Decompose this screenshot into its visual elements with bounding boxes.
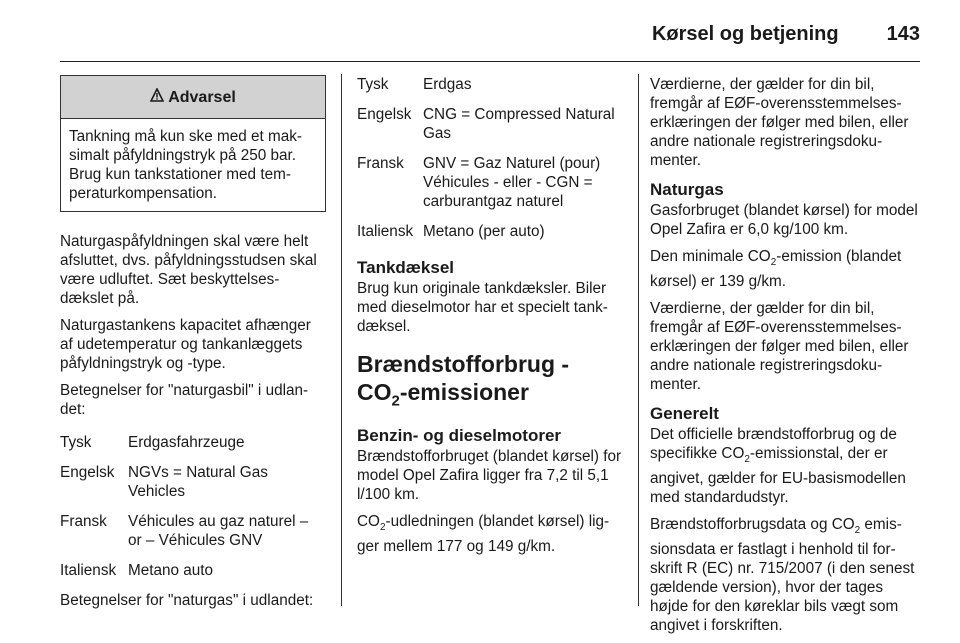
heading-fuel-cap: Tankdæksel (357, 258, 455, 277)
text: Det officielle brændstofforbrug og de specifikke CO (650, 426, 897, 463)
paragraph (650, 425, 922, 507)
heading-subscript: 2 (391, 392, 400, 410)
text: -emission (blandet kørsel) er 139 g/km. (650, 248, 902, 291)
subscript: 2 (770, 257, 777, 269)
warning-box (60, 75, 326, 212)
table-row (357, 222, 625, 252)
heading-co: CO (357, 379, 392, 405)
column-1 (60, 75, 326, 618)
text: Den minimale CO (650, 248, 771, 265)
paragraph: Værdierne, der gælder for din bil, fremgår af EØF-overensstemmelseserklæringen der følger med bilen, eller andre nationale registreringsdokumenter. (650, 300, 909, 394)
term-cell: Metano auto (128, 562, 214, 579)
paragraph: Brændstofforbruget (blandet kørsel) for model Opel Zafira ligger fra 7,2 til 5,1 l/100 km. (357, 447, 622, 503)
subscript: 2 (379, 521, 386, 533)
table-row (60, 427, 326, 463)
text: emissionsdata er fastlagt i henhold til forskrift R (EC) nr. 715/2007 (i den senest gældende version), hvor der tages højde for den køreklar bils vægt som angivet i forskriften. (650, 516, 915, 635)
table-row (60, 463, 326, 512)
heading-petrol-diesel: Benzin- og dieselmotorer (357, 425, 562, 445)
language-cell: Fransk (357, 155, 404, 172)
warning-title: Advarsel (168, 88, 236, 106)
subscript: 2 (744, 454, 750, 466)
language-cell: Engelsk (357, 106, 412, 123)
language-cell: Italiensk (357, 223, 414, 240)
language-cell: Fransk (60, 513, 107, 530)
page-number: 143 (886, 22, 920, 45)
subscript: 2 (854, 525, 861, 537)
column-divider-1 (341, 74, 342, 606)
table-row (60, 512, 326, 561)
term-cell: NGVs = Natural Gas Vehicles (128, 464, 268, 500)
term-cell: Metano (per auto) (423, 223, 545, 240)
paragraph (357, 512, 625, 556)
page-header (60, 18, 920, 50)
language-cell: Engelsk (60, 464, 115, 481)
heading-fuel-consumption (357, 350, 625, 416)
language-cell: Tysk (60, 434, 92, 451)
warning-header (61, 76, 325, 119)
paragraph: Værdierne, der gælder for din bil, fremgår af EØF-overensstemmelseserklæringen der følger med bilen, eller andre nationale registreringsdokumenter. (650, 76, 909, 169)
paragraph: Naturgastankens kapacitet afhænger af udetemperatur og tankanlæggets påfyldningstryk og -type. (60, 317, 311, 372)
heading-line-1: Brændstofforbrug - (357, 351, 570, 377)
column-divider-2 (638, 74, 639, 606)
term-cell: Véhicules au gaz naturel – or – Véhicules GNV (128, 513, 309, 549)
table-row (357, 69, 625, 105)
heading-emissions: -emissioner (399, 379, 529, 405)
table-row (357, 105, 625, 154)
heading-general: Generelt (650, 404, 719, 424)
term-cell: Erdgas (423, 76, 472, 93)
language-cell: Italiensk (60, 562, 117, 579)
heading-natural-gas: Naturgas (650, 180, 724, 199)
text: CO (357, 512, 380, 530)
text: -emissionstal, der er angivet, gælder for EU-basismodellen med standardudstyr. (650, 445, 906, 507)
vehicle-terms-table (60, 427, 326, 591)
paragraph: Betegnelser for "naturgasbil" i udlandet: (60, 382, 309, 418)
table-row (357, 154, 625, 222)
paragraph (650, 515, 922, 635)
term-cell: Erdgasfahrzeuge (128, 434, 245, 451)
column-2 (357, 75, 625, 564)
paragraph: Naturgaspåfyldningen skal være helt afsluttet, dvs. påfyldningsstudsen skal være udluftet. Sæt beskyttelsesdækslet på. (60, 233, 317, 307)
paragraph (650, 247, 922, 291)
column-3 (650, 75, 922, 643)
language-cell: Tysk (357, 76, 389, 93)
term-cell: CNG = Compressed Natural Gas (423, 106, 615, 142)
header-rule (60, 61, 920, 62)
warning-triangle-icon (150, 88, 164, 107)
paragraph: Brug kun originale tankdæksler. Biler med dieselmotor har et specielt tankdæksel. (357, 280, 608, 335)
paragraph: Betegnelser for "naturgas" i udlandet: (60, 592, 314, 609)
warning-body: Tankning må kun ske med et maksimalt påfyldningstryk på 250 bar. Brug kun tankstationer med temperaturkompensation. (69, 128, 302, 202)
term-cell: GNV = Gaz Naturel (pour) Véhicules - eller - CGN = carburantgaz naturel (423, 155, 601, 210)
section-title: Kørsel og betjening (651, 22, 839, 45)
gas-terms-table (357, 69, 625, 252)
text: -udledningen (blandet kørsel) ligger mellem 177 og 149 g/km. (357, 512, 610, 555)
paragraph: Gasforbruget (blandet kørsel) for model Opel Zafira er 6,0 kg/100 km. (650, 202, 918, 238)
table-row (60, 561, 326, 591)
text: Brændstofforbrugsdata og CO (650, 516, 855, 534)
